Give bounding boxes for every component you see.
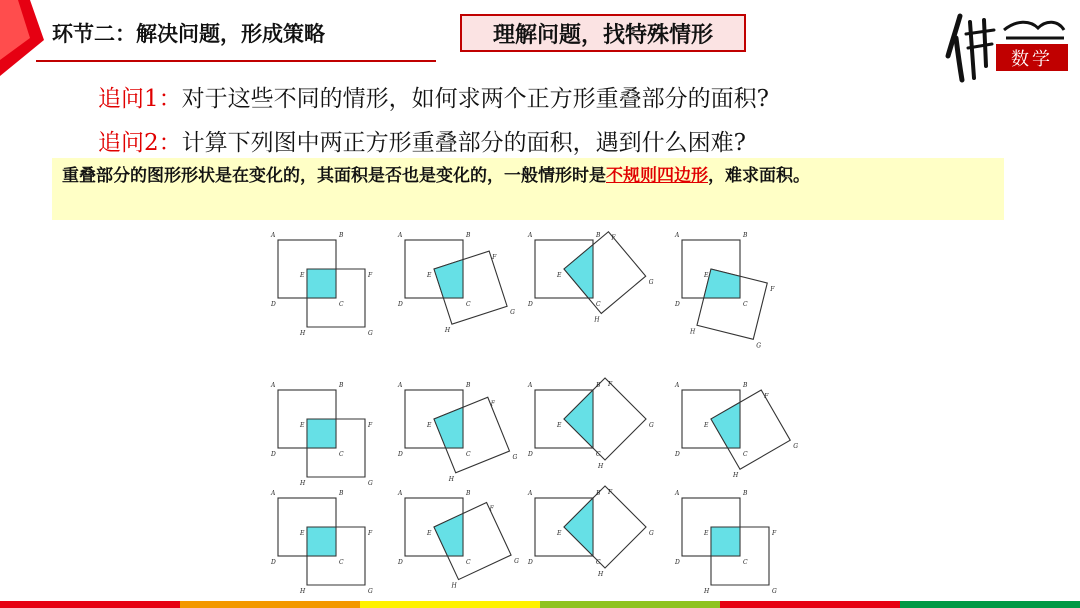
overlap-region (434, 513, 463, 556)
question-2-text: 计算下列图中两正方形重叠部分的面积，遇到什么困难? (181, 130, 746, 156)
vertex-label: D (528, 451, 533, 458)
question-1-label: 追问1： (98, 86, 182, 112)
vertex-label: F (770, 286, 775, 294)
section-title: 环节二：解决问题，形成策略 (52, 22, 325, 46)
answer-text-start: 重叠部分的图形形状是在变化的，其面积是否也是变化的，一般情形时是 (62, 166, 606, 186)
vertex-label: B (743, 232, 748, 239)
vertex-label: B (596, 490, 601, 497)
vertex-label: B (743, 490, 748, 497)
vertex-label: C (743, 451, 748, 458)
vertex-label: F (608, 488, 613, 496)
vertex-label: G (514, 558, 519, 566)
vertex-label: H (733, 472, 739, 480)
vertex-label: D (398, 301, 403, 308)
vertex-label: B (339, 490, 344, 497)
vertex-label: A (675, 490, 680, 497)
vertex-label: A (675, 382, 680, 389)
corner-decoration (0, 0, 44, 76)
vertex-label: F (368, 530, 373, 537)
vertex-label: H (689, 328, 696, 336)
title-divider (36, 60, 436, 62)
vertex-label: G (368, 588, 373, 595)
vertex-label: B (743, 382, 748, 389)
vertex-label: C (743, 559, 748, 566)
question-1-text: 对于这些不同的情形，如何求两个正方形重叠部分的面积? (181, 86, 769, 112)
vertex-label: A (271, 232, 276, 239)
vertex-label: D (271, 301, 276, 308)
vertex-label: G (512, 454, 518, 462)
vertex-label: F (368, 422, 373, 429)
vertex-label: E (427, 422, 432, 429)
vertex-label: D (675, 559, 680, 566)
logo-badge: 数学 (996, 44, 1068, 71)
vertex-label: H (444, 327, 451, 335)
vertex-label: G (368, 330, 373, 337)
overlap-region (307, 269, 336, 298)
vertex-label: D (528, 301, 533, 308)
vertex-label: F (611, 234, 616, 242)
vertex-label: E (704, 272, 709, 279)
vertex-label: A (528, 382, 533, 389)
vertex-label: A (398, 490, 403, 497)
vertex-label: G (793, 443, 799, 451)
vertex-label: H (448, 475, 454, 483)
vertex-label: G (649, 530, 654, 537)
vertex-label: H (594, 316, 600, 324)
vertex-label: A (398, 232, 403, 239)
vertex-label: C (466, 301, 471, 308)
vertex-label: B (339, 382, 344, 389)
vertex-label: F (772, 530, 777, 537)
vertex-label: B (596, 382, 601, 389)
vertex-label: D (675, 301, 680, 308)
answer-box (52, 158, 1004, 220)
vertex-label: C (339, 559, 344, 566)
vertex-label: C (339, 301, 344, 308)
overlap-region (711, 402, 740, 448)
vertex-label: G (756, 342, 762, 350)
overlap-region (564, 390, 593, 448)
overlap-region (564, 498, 593, 556)
vertex-label: B (466, 490, 471, 497)
question-2 (98, 124, 746, 157)
vertex-label: E (704, 422, 709, 429)
overlap-region (434, 260, 463, 298)
vertex-label: H (704, 588, 710, 595)
vertex-label: D (271, 451, 276, 458)
answer-highlight: 不规则四边形 (606, 166, 708, 186)
overlap-figures-grid (250, 218, 810, 595)
vertex-label: F (764, 393, 769, 400)
vertex-label: A (271, 382, 276, 389)
vertex-label: E (300, 422, 305, 429)
overlap-region (434, 407, 463, 448)
vertex-label: C (339, 451, 344, 458)
vertex-label: A (398, 382, 403, 389)
overlap-region (711, 527, 740, 556)
vertex-label: G (368, 480, 373, 487)
vertex-label: E (300, 272, 305, 279)
vertex-label: H (598, 571, 604, 579)
vertex-label: E (427, 530, 432, 537)
question-2-label: 追问2： (98, 130, 182, 156)
vertex-label: A (528, 232, 533, 239)
answer-text-end: ，难求面积。 (708, 166, 810, 186)
vertex-label: E (704, 530, 709, 537)
vertex-label: B (466, 382, 471, 389)
vertex-label: G (649, 422, 654, 429)
question-1 (98, 80, 769, 113)
vertex-label: G (648, 279, 654, 287)
vertex-label: F (608, 380, 613, 388)
vertex-label: A (528, 490, 533, 497)
topic-tag: 理解问题，找特殊情形 (460, 14, 746, 52)
vertex-label: D (271, 559, 276, 566)
vertex-label: H (300, 480, 306, 487)
vertex-label: H (300, 588, 306, 595)
vertex-label: F (492, 254, 497, 262)
vertex-label: H (300, 330, 306, 337)
vertex-label: E (427, 272, 432, 279)
vertex-label: A (271, 490, 276, 497)
overlap-region (704, 269, 740, 298)
vertex-label: G (772, 588, 777, 595)
vertex-label: D (398, 559, 403, 566)
overlap-region (564, 245, 593, 298)
vertex-label: C (596, 559, 601, 566)
vertex-label: C (743, 301, 748, 308)
bottom-color-bar (0, 601, 1080, 608)
vertex-label: E (557, 530, 562, 537)
vertex-label: H (451, 582, 457, 590)
overlap-region (307, 419, 336, 448)
vertex-label: G (510, 309, 515, 317)
vertex-label: C (596, 451, 601, 458)
vertex-label: F (490, 400, 495, 408)
vertex-label: C (466, 451, 471, 458)
vertex-label: E (557, 272, 562, 279)
vertex-label: F (368, 272, 373, 279)
overlap-region (307, 527, 336, 556)
vertex-label: C (466, 559, 471, 566)
vertex-label: E (300, 530, 305, 537)
vertex-label: E (557, 422, 562, 429)
vertex-label: A (675, 232, 680, 239)
vertex-label: B (596, 232, 601, 239)
vertex-label: B (466, 232, 471, 239)
vertex-label: D (675, 451, 680, 458)
vertex-label: D (528, 559, 533, 566)
vertex-label: B (339, 232, 344, 239)
vertex-label: D (398, 451, 403, 458)
vertex-label: C (596, 301, 601, 308)
vertex-label: H (598, 463, 604, 471)
vertex-label: F (489, 505, 494, 513)
